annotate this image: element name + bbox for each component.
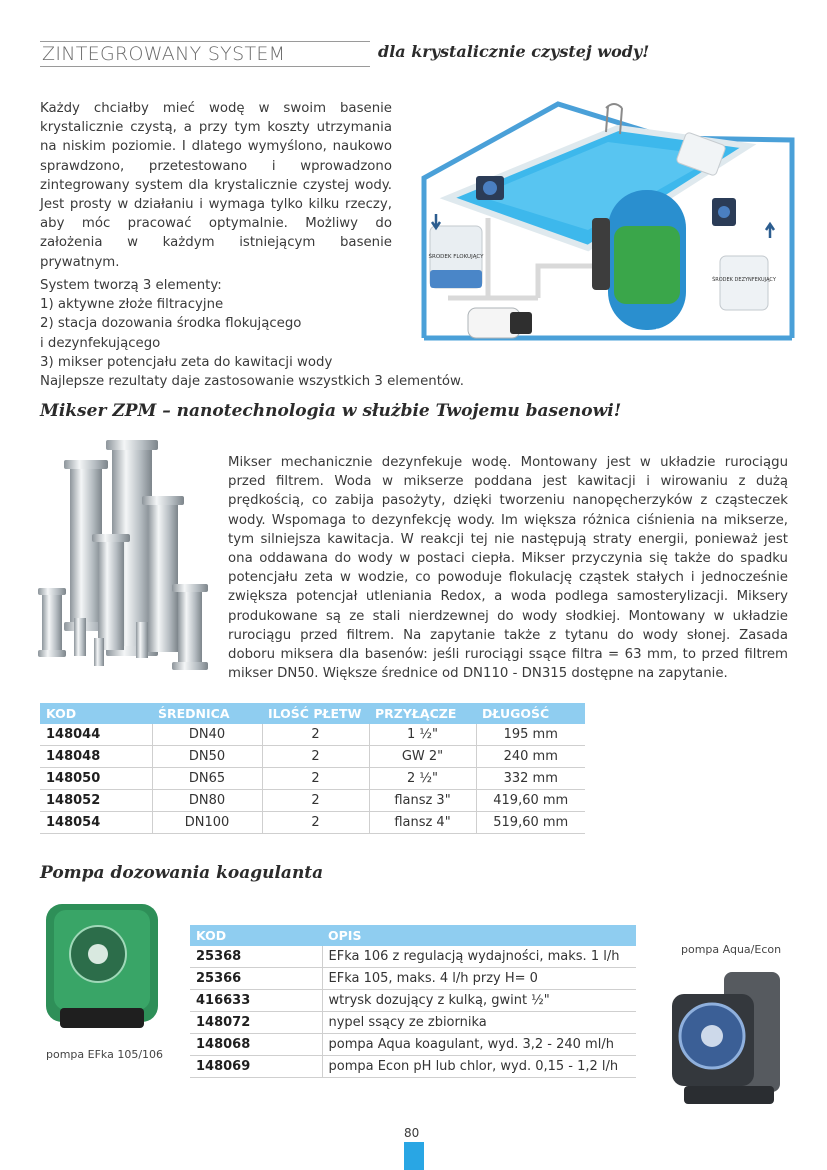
mixer-description: Mikser mechanicznie dezynfekuje wodę. Montowany jest w układzie rurociągu przed filtrem. Woda w mikserze poddana jest kawitacji i wirowaniu z dużą prędkością, co zabija pasożyty, dzięki tworzeniu nanopęcherzyków z cząsteczek wody. Wspomaga to dezynfekcję wody. Im większa różnica ciśnienia na mikserze, tym silniejsza kawitacja. W reakcji tej nie następują straty energii, ponieważ jest ona oddawana do wody w postaci ciepła. Mikser przyczynia się także do spadku potencjału zeta w wodzie, co powoduje flokulację cząstek stałych i jednocześnie zwiększa potencjał utleniania Redox, a woda podlega samosterylizacji. Miksery produkowane są ze stali nierdzewnej do wody słodkiej. Montowany w układzie rurociągu przed filtrem. Na zapytanie także z tytanu do wody słonej. Zasada doboru miksera dla basenów: jeśli rurociągi ssące filtra = 63 mm, to przed filtrem mikser DN50. Większe średnice od DN110 - DN315 dostępne na zapytanie. <box>228 455 788 682</box>
table-row <box>40 812 585 834</box>
intro-line: Najlepsze rezultaty daje zastosowanie wszystkich 3 elementów. <box>40 374 464 390</box>
cell-diameter: DN100 <box>152 812 262 834</box>
multiport-valve <box>592 218 610 290</box>
aqua-pump-rotor <box>701 1025 723 1047</box>
cell-diameter: DN40 <box>152 724 262 746</box>
cell-description: nypel ssący ze zbiornika <box>322 1012 636 1034</box>
mixer-table <box>40 703 585 834</box>
column-header: OPIS <box>322 925 636 946</box>
arrow-up-icon <box>766 224 774 238</box>
cell-code: 148044 <box>40 724 152 746</box>
canister-right-label: ŚRODEK DEZYNFEKUJĄCY <box>712 277 776 283</box>
cell-diameter: DN50 <box>152 746 262 768</box>
efka-pump-base <box>60 1008 144 1028</box>
intro-paragraph: Każdy chciałby mieć wodę w swoim basenie krystalicznie czystą, a przy tym koszty utrzymania na niskim poziomie. I dlatego wymyślono, naukowo sprawdzono, przetestowano i wprowadzono zintegrowany system dla krystalicznie czystej wody. Jest prosty w działaniu i wymaga tylko kilku rzeczy, aby móc pracować optymalnie. Możliwy do założenia w każdym istniejącym basenie prywatnym. <box>40 101 392 270</box>
cell-code: 148048 <box>40 746 152 768</box>
filter-media <box>614 226 680 304</box>
cell-length: 195 mm <box>476 724 585 746</box>
section-header-title: ZINTEGROWANY SYSTEM <box>40 41 370 67</box>
column-header: ŚREDNICA <box>152 703 262 724</box>
mixer-section-title: Mikser ZPM – nanotechnologia w służbie Twojemu basenowi! <box>40 401 622 421</box>
canister-left-label: ŚRODEK FLOKUJĄCY <box>428 254 484 260</box>
column-header: KOD <box>40 703 152 724</box>
cell-length: 419,60 mm <box>476 790 585 812</box>
intro-line: 1) aktywne złoże filtracyjne <box>40 297 224 313</box>
table-header-row <box>190 925 636 946</box>
cell-code: 25366 <box>190 968 322 990</box>
cell-description: pompa Econ pH lub chlor, wyd. 0,15 - 1,2 l/h <box>322 1056 636 1078</box>
cell-diameter: DN65 <box>152 768 262 790</box>
cell-code: 148069 <box>190 1056 322 1078</box>
cell-connection: flansz 4" <box>369 812 476 834</box>
table-header-row <box>40 703 585 724</box>
column-header: PRZYŁĄCZE <box>369 703 476 724</box>
cell-length: 519,60 mm <box>476 812 585 834</box>
table-row <box>40 746 585 768</box>
canister-right <box>720 256 768 310</box>
table-row <box>190 1012 636 1034</box>
circulation-pump-motor <box>510 312 532 334</box>
efka-pump-caption: pompa EFka 105/106 <box>46 1048 164 1061</box>
mixer-tiny-left <box>38 588 66 657</box>
cell-connection: 1 ½" <box>369 724 476 746</box>
system-diagram-illustration <box>418 98 798 348</box>
cell-connection: flansz 3" <box>369 790 476 812</box>
table-row <box>40 790 585 812</box>
column-header: DŁUGOŚĆ <box>476 703 585 724</box>
intro-line: 2) stacja dozowania środka flokującego <box>40 316 302 332</box>
cell-fins: 2 <box>262 790 369 812</box>
table-row <box>190 946 636 968</box>
cell-connection: GW 2" <box>369 746 476 768</box>
mixer-medium-right <box>142 496 184 652</box>
page-number-accent-bar <box>404 1142 424 1170</box>
table-row <box>190 1034 636 1056</box>
section-header-tagline: dla krystalicznie czystej wody! <box>378 42 650 61</box>
cell-code: 148050 <box>40 768 152 790</box>
pump-section-title: Pompa dozowania koagulanta <box>40 863 324 883</box>
efka-pump-image <box>40 896 164 1036</box>
table-row <box>190 990 636 1012</box>
cell-length: 332 mm <box>476 768 585 790</box>
efka-pump-rotor <box>88 944 108 964</box>
cell-fins: 2 <box>262 768 369 790</box>
dosing-pump-right-head <box>718 206 730 218</box>
cell-fins: 2 <box>262 746 369 768</box>
cell-description: EFka 106 z regulacją wydajności, maks. 1 l/h <box>322 946 636 968</box>
pump-table <box>190 925 636 1078</box>
table-row <box>40 768 585 790</box>
dosing-pump-left-head <box>483 181 497 195</box>
table-row <box>40 724 585 746</box>
page-number: 80 <box>404 1126 420 1140</box>
aqua-pump-base <box>684 1086 774 1104</box>
cell-diameter: DN80 <box>152 790 262 812</box>
intro-line: System tworzą 3 elementy: <box>40 278 222 293</box>
intro-line: i dezynfekującego <box>40 335 161 351</box>
table-row <box>190 968 636 990</box>
arrow-down-icon <box>432 214 440 228</box>
cell-description: pompa Aqua koagulant, wyd. 3,2 - 240 ml/h <box>322 1034 636 1056</box>
table-row <box>190 1056 636 1078</box>
cell-length: 240 mm <box>476 746 585 768</box>
cell-code: 148054 <box>40 812 152 834</box>
aqua-pump-caption: pompa Aqua/Econ <box>681 943 782 956</box>
intro-text <box>40 99 392 272</box>
cell-code: 148072 <box>190 1012 322 1034</box>
column-header: ILOŚĆ PŁETW <box>262 703 369 724</box>
cell-code: 416633 <box>190 990 322 1012</box>
cell-fins: 2 <box>262 724 369 746</box>
cell-description: wtrysk dozujący z kulką, gwint ½" <box>322 990 636 1012</box>
cell-fins: 2 <box>262 812 369 834</box>
canister-left-liquid <box>430 270 482 288</box>
cell-code: 148052 <box>40 790 152 812</box>
cell-connection: 2 ½" <box>369 768 476 790</box>
column-header: KOD <box>190 925 322 946</box>
cell-description: EFka 105, maks. 4 l/h przy H= 0 <box>322 968 636 990</box>
cell-code: 148068 <box>190 1034 322 1056</box>
intro-line: 3) mikser potencjału zeta do kawitacji wody <box>40 354 333 370</box>
mixer-products-image <box>36 436 214 672</box>
cell-code: 25368 <box>190 946 322 968</box>
aqua-econ-pump-image <box>662 964 786 1112</box>
